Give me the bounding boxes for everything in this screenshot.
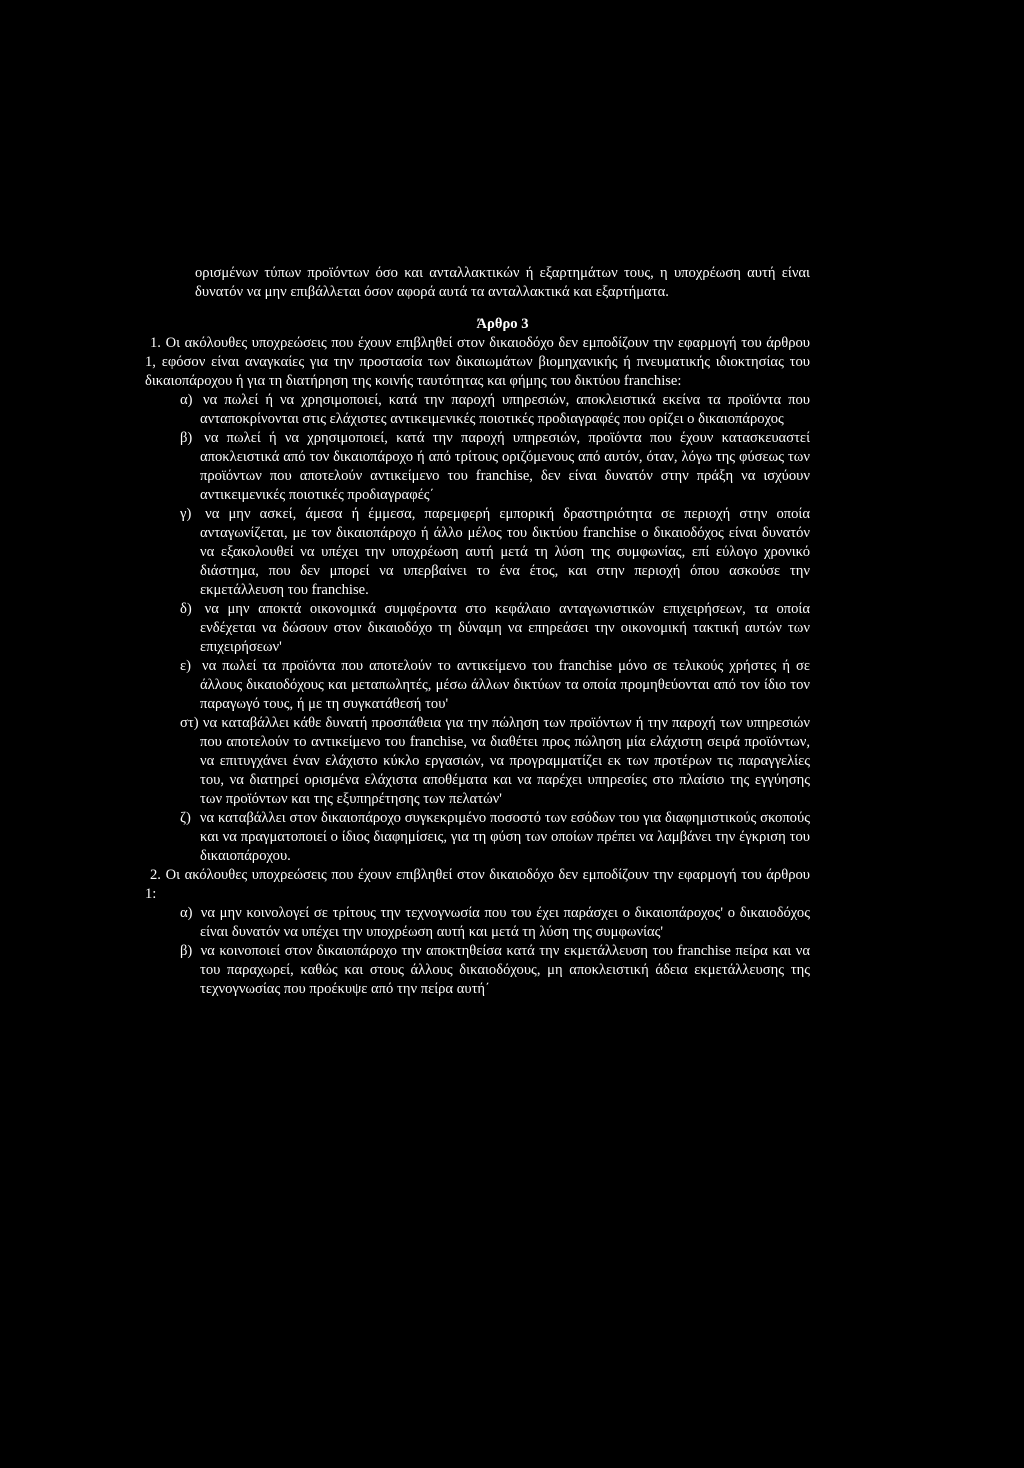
section-1-item-d: [145, 600, 810, 657]
item-label: α): [180, 392, 193, 408]
item-label: ζ): [180, 810, 191, 826]
item-text: να πωλεί ή να χρησιμοποιεί, κατά την παροχή υπηρεσιών, προϊόντα που έχουν κατασκευαστεί αποκλειστικά από τον δικαιοπάροχο ή από τρίτους οριζόμενους από αυτόν, όταν, λόγω της φύσεως των προϊόντων που αποτελούν αντικείμενο του franchise, δεν είναι δυνατόν στην πράξη να ισχύουν αντικειμενικές ποιοτικές προδιαγραφές΄: [200, 430, 810, 503]
item-label: γ): [180, 506, 192, 522]
section-2-item-b: [145, 942, 810, 999]
section-1-item-st: [145, 714, 810, 809]
item-text: να μην ασκεί, άμεσα ή έμμεσα, παρεμφερή εμπορική δραστηριότητα σε περιοχή στην οποία ανταγωνίζεται, με τον δικαιοπάροχο ή άλλο μέλος του δικτύου franchise ο δικαιοδόχος είναι δυνατόν να εξακολουθεί να υπέχει την υποχρέωση αυτή μετά τη λύση της συμφωνίας, επί εύλογο χρονικό διάστημα, που δεν μπορεί να υπερβαίνει το ένα έτος, και στην περιοχή όπου ασκούσε την εκμετάλλευση του franchise.: [200, 506, 810, 598]
item-text: να κοινοποιεί στον δικαιοπάροχο την αποκτηθείσα κατά την εκμετάλλευση του franchise πείρα και να του παραχωρεί, καθώς και στους άλλους δικαιοδόχους, μη αποκλειστική άδεια εκμετάλλευσης της τεχνογνωσίας που προέκυψε από την πείρα αυτή΄: [200, 943, 810, 997]
section-2-paragraph: [145, 866, 810, 904]
article-heading: Άρθρο 3: [476, 316, 529, 332]
section-2-text: Οι ακόλουθες υποχρεώσεις που έχουν επιβληθεί στον δικαιοδόχο δεν εμποδίζουν την εφαρμογή του άρθρου 1:: [145, 867, 811, 902]
item-label: ε): [180, 658, 191, 674]
section-1-number: 1.: [150, 335, 161, 351]
item-text: να πωλεί ή να χρησιμοποιεί, κατά την παροχή υπηρεσιών, αποκλειστικά εκείνα τα προϊόντα που ανταποκρίνονται στις ελάχιστες αντικειμενικές ποιοτικές προδιαγραφές που ορίζει ο δικαιοπάροχος: [200, 392, 810, 427]
item-text: να πωλεί τα προϊόντα που αποτελούν το αντικείμενο του franchise μόνο σε τελικούς χρήστες ή σε άλλους δικαιοδόχους και μεταπωλητές, μέσω άλλων δικτύων τα οποία προμηθεύονται από τον ίδιο τον παραγωγό τους, ή με τη συγκατάθεσή του': [200, 658, 810, 712]
section-1-text: Οι ακόλουθες υποχρεώσεις που έχουν επιβληθεί στον δικαιοδόχο δεν εμποδίζουν την εφαρμογή του άρθρου 1, εφόσον είναι αναγκαίες για την προστασία των δικαιωμάτων βιομηχανικής ή πνευματικής ιδιοκτησίας του δικαιοπάροχου ή για τη διατήρηση της κοινής ταυτότητας και φήμης του δικτύου franchise:: [145, 335, 811, 389]
item-label: δ): [180, 601, 192, 617]
section-1-item-e: [145, 657, 810, 714]
item-text: να καταβάλλει στον δικαιοπάροχο συγκεκριμένο ποσοστό των εσόδων του για διαφημιστικούς σκοπούς και να πραγματοποιεί ο ίδιος διαφημίσεις, για τη φύση των οποίων πρέπει να λαμβάνει την έγκριση του δικαιοπάροχου.: [199, 810, 810, 864]
item-label: α): [180, 905, 193, 921]
item-label: β): [180, 430, 193, 446]
section-1-item-z: [145, 809, 810, 866]
item-text: να μην κοινολογεί σε τρίτους την τεχνογνωσία που του έχει παράσχει ο δικαιοπάροχος' ο δικαιοδόχος είναι δυνατόν να υπέχει την υποχρέωση αυτή και μετά τη λύση της συμφωνίας': [200, 905, 810, 940]
section-1-paragraph: [145, 334, 810, 391]
item-text: να μην αποκτά οικονομικά συμφέροντα στο κεφάλαιο ανταγωνιστικών επιχειρήσεων, τα οποία ενδέχεται να δώσουν στον δικαιοδόχο τη δύναμη να επηρεάσει την οικονομική τακτική αυτών των επιχειρήσεων': [200, 601, 810, 655]
document-body: [145, 264, 810, 999]
section-1-item-c: [145, 505, 810, 600]
item-label: β): [180, 943, 193, 959]
section-2-number: 2.: [150, 867, 161, 883]
intro-continuation: ορισμένων τύπων προϊόντων όσο και ανταλλακτικών ή εξαρτημάτων τους, η υποχρέωση αυτή είναι δυνατόν να μην επιβάλλεται όσον αφορά αυτά τα ανταλλακτικά και εξαρτήματα.: [195, 265, 810, 300]
section-1-item-b: [145, 429, 810, 505]
item-text: να καταβάλλει κάθε δυνατή προσπάθεια για την πώληση των προϊόντων ή την παροχή των υπηρεσιών που αποτελούν το αντικείμενο του franchise, να διαθέτει προς πώληση μία ελάχιστη σειρά προϊόντων, να επιτυγχάνει έναν ελάχιστο κύκλο εργασιών, να προγραμματίζει εκ των προτέρων τις παραγγελίες του, να διατηρεί ορισμένα ελάχιστα αποθέματα και να παρέχει υπηρεσίες στο πλαίσιο της εγγύησης των προϊόντων και της εξυπηρέτησης των πελατών': [200, 715, 810, 807]
section-1-item-a: [145, 391, 810, 429]
item-label: στ): [180, 715, 199, 731]
section-2-item-a: [145, 904, 810, 942]
